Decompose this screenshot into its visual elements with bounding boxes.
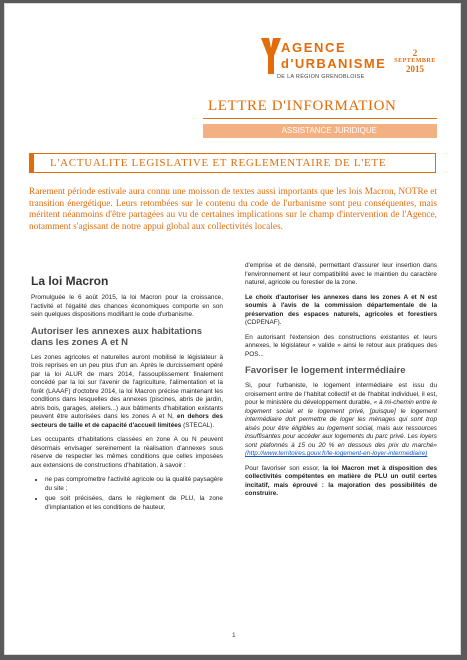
- list-item: • ne pas compromettre l'activité agricole ou la qualité paysagère du site ;: [45, 476, 223, 493]
- ministry-link[interactable]: (http://www.territoires.gouv.fr/le-logement-en-loyer-intermediaire): [245, 450, 428, 457]
- intro-paragraph: Rarement période estivale aura connu une moisson de textes aussi importants que les lois Macron, NOTRe et transition énergétique. Leurs retombées sur le contenu du code de l'urbanisme sont peu conséquentes, mais méritent néanmoins d'être partagées au vu de certaines implications sur le champ d'intervention de l'Agence, notamment s'agissant de notre appui global aux collectivités locales.: [29, 187, 437, 232]
- agency-logo-icon: [261, 38, 281, 74]
- left-paragraph-1: Promulguée le 6 août 2015, la loi Macron pour la croissance, l'activité et l'égalité des chances économiques comporte en son sein quelques dispositions modifiant le code d'urbanisme.: [31, 294, 223, 318]
- right-paragraph-1: d'emprise et de densité, permettant d'assurer leur insertion dans l'environnement et leur compatibilité avec le maintien du caractère naturel, agricole ou forestier de la zone.: [245, 262, 437, 286]
- left-column: [31, 274, 223, 518]
- left-paragraph-2-bold: en dehors des secteurs de taille et de capacité d'accueil limitées: [31, 413, 223, 429]
- right-paragraph-5: [245, 465, 437, 499]
- document-page: [4, 3, 461, 655]
- section-title-loi-macron: La loi Macron: [31, 274, 109, 288]
- left-paragraph-2-end: (STECAL).: [183, 421, 215, 429]
- section-banner: ASSISTANCE JURIDIQUE: [203, 124, 437, 138]
- date-day: 2: [412, 48, 418, 58]
- date-month: SEPTEMBRE: [394, 58, 436, 64]
- right-column: [245, 262, 437, 505]
- right-paragraph-3: En autorisant l'extension des constructions existantes et leurs annexes, le législateur « valide » ainsi le retour aux pratiques des POS...: [245, 333, 437, 358]
- right-paragraph-5-text: Pour favoriser son essor,: [245, 464, 320, 472]
- date-year: 2015: [406, 64, 424, 74]
- title-divider: [203, 118, 437, 119]
- main-heading: L'ACTUALITE LEGISLATIVE ET REGLEMENTAIRE DE L'ETE: [29, 153, 436, 173]
- right-paragraph-4-text: Si, pour l'urbaniste, le logement intermédiaire est issu du croisement entre de l'habitat collectif et de l'habitat individuel, il est, pour le ministère du développement durable,: [245, 382, 437, 406]
- right-paragraph-4: [245, 382, 437, 459]
- right-paragraph-5-bold: la loi Macron met à disposition des collectivités compétentes en matière de PLU un outil certes incitatif, mais éprouvé : la majoration des possibilités de construire.: [245, 464, 437, 497]
- issue-date: [393, 48, 437, 74]
- right-paragraph-2-end: (CDPENAF).: [245, 319, 282, 326]
- logo-agency-text: AGENCE: [281, 40, 347, 55]
- subsection-title-annexes: Autoriser les annexes aux habitations dans les zones A et N: [31, 325, 203, 348]
- logo-urbanisme-text: d'URBANISME: [281, 56, 387, 71]
- right-paragraph-4-quote: « à mi-chemin entre le logement social et le logement privé, [puisque] le logement intermédiaire doit permettre de loger les ménages qui sont trop aisés pour être éligibles au logement social, mais aux ressources insuffisantes pour accéder aux logements du parc privé. Les loyers sont plafonnés à 15 ou 20 % en dessous des prix du marché»: [245, 399, 437, 449]
- page-number: 1: [232, 632, 236, 639]
- list-item: • que soit précisées, dans le règlement de PLU, la zone d'implantation et les conditions de hauteur,: [45, 495, 223, 512]
- document-title: LETTRE D'INFORMATION: [208, 98, 397, 114]
- right-paragraph-2-bold: Le choix d'autoriser les annexes dans les zones A et N est soumis à l'avis de la commission départementale de la préservation des espaces naturels, agricoles et forestiers: [245, 293, 437, 318]
- left-bullet-list: [31, 476, 223, 512]
- left-paragraph-2: [31, 354, 223, 431]
- logo-region-text: DE LA RÉGION GRENOBLOISE: [277, 74, 365, 80]
- left-paragraph-3: Les occupants d'habitations classées en zone A ou N peuvent désormais envisager sereinement la réalisation d'annexes sous réserve de respecter les mêmes conditions que celles imposées aux extensions de constructions d'habitation, à savoir :: [31, 436, 223, 469]
- right-paragraph-2: [245, 294, 437, 328]
- left-paragraph-2-text: Les zones agricoles et naturelles auront mobilisé le législateur à trois reprises en un peu plus d'un an. Après le durcissement opéré par la loi ALUR de mars 2014, l'assouplissement finalement concédé par la loi sur l'avenir de l'agriculture, l'alimentation et la forêt (LAAAF) d'octobre 2014, la loi Macron précise maintenant les conditions dans lesquelles des annexes (piscines, abris de jardin, abris bois, garages, ateliers...) aux bâtiments d'habitation existants peuvent être autorisées dans les zones A et N,: [31, 353, 223, 420]
- subsection-title-logement: Favoriser le logement intermédiaire: [245, 365, 406, 376]
